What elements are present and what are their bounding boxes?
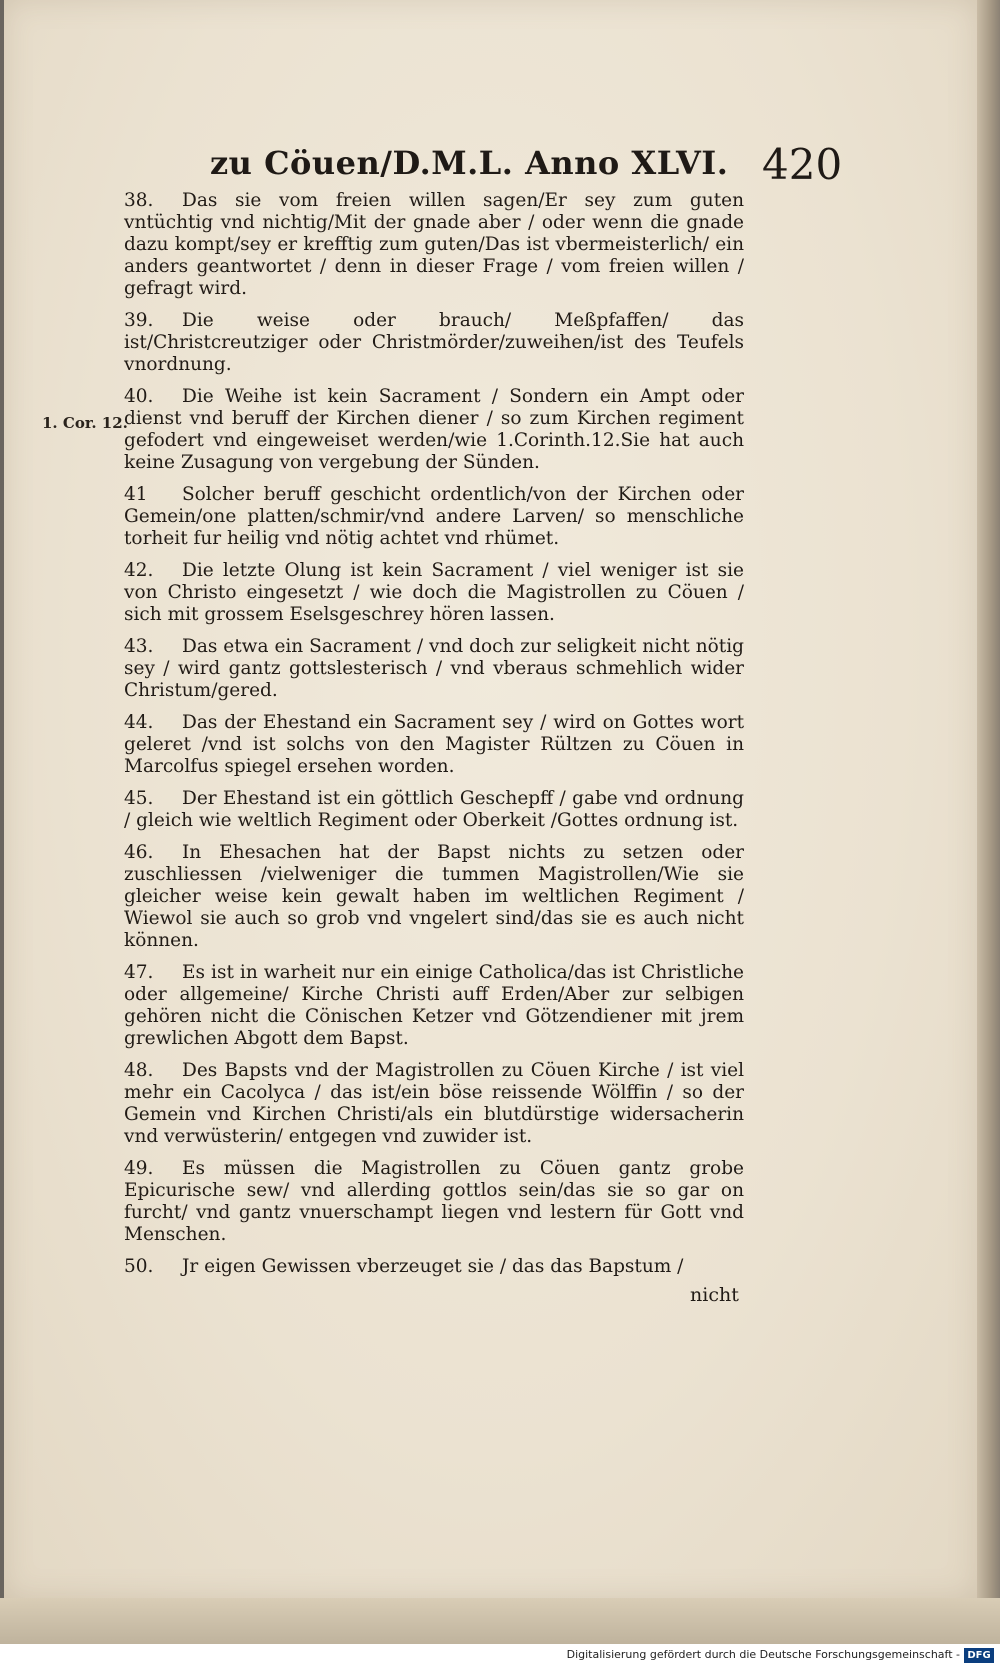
paragraph-text: Es ist in warheit nur ein einige Catholica/das ist Christliche oder allgemeine/ Kirche Christi auff Erden/Aber zur selbigen gehören nicht die Cönischen Ketzer vnd Götzendiener mit jrem grewlichen Abgott dem Bapst. (124, 962, 744, 1049)
paragraph-text: Das der Ehestand ein Sacrament sey / wird on Gottes wort geleret /vnd ist solchs von den Magister Rültzen zu Cöuen in Marcolfus spiegel ersehen worden. (124, 712, 744, 777)
margin-note: 1. Cor. 12. (42, 414, 128, 432)
footer-credit: Digitalisierung gefördert durch die Deutsche Forschungsgemeinschaft - (566, 1648, 960, 1661)
paragraph-number: 48. (124, 1060, 154, 1081)
numbered-paragraph (124, 788, 744, 832)
paragraph-number: 43. (124, 636, 154, 657)
numbered-paragraph (124, 386, 744, 474)
numbered-paragraph (124, 190, 744, 300)
folio-number: 420 (762, 140, 843, 189)
paragraph-number: 42. (124, 560, 154, 581)
numbered-paragraph (124, 636, 744, 702)
catchword: nicht (690, 1284, 739, 1306)
numbered-paragraph (124, 310, 744, 376)
paragraph-text: Die Weihe ist kein Sacrament / Sondern ein Ampt oder dienst vnd beruff der Kirchen diener / so zum Kirchen regiment gefodert vnd eingeweiset werden/wie 1.Corinth.12.Sie hat auch keine Zusagung von vergebung der Sünden. (124, 386, 744, 473)
numbered-paragraph (124, 484, 744, 550)
paragraph-number: 44. (124, 712, 154, 733)
paragraph-number: 39. (124, 310, 154, 331)
paragraph-text: Das etwa ein Sacrament / vnd doch zur seligkeit nicht nötig sey / wird gantz gottslesterisch / vnd vberaus schmehlich wider Christum/gered. (124, 636, 744, 701)
paragraph-number: 45. (124, 788, 154, 809)
numbered-paragraph (124, 712, 744, 778)
underlying-pages (0, 1598, 1000, 1644)
numbered-paragraph (124, 560, 744, 626)
paragraph-number: 46. (124, 842, 154, 863)
paragraph-number: 47. (124, 962, 154, 983)
numbered-paragraph (124, 1158, 744, 1246)
text-block (124, 190, 744, 1288)
paragraph-text: Die letzte Olung ist kein Sacrament / viel weniger ist sie von Christo eingesetzt / wie doch die Magistrollen zu Cöuen / sich mit grossem Eselsgeschrey hören lassen. (124, 560, 744, 625)
running-head: zu Cöuen/D.M.L. Anno XLVI. (210, 144, 729, 182)
paragraph-text: In Ehesachen hat der Bapst nichts zu setzen oder zuschliessen /vielweniger die tummen Magistrollen/Wie sie gleicher weise kein gewalt haben im weltlichen Regiment / Wiewol sie auch so grob vnd vngelert sind/das sie es auch nicht können. (124, 842, 744, 951)
paragraph-number: 41 (124, 484, 148, 505)
numbered-paragraph (124, 1060, 744, 1148)
paragraph-number: 49. (124, 1158, 154, 1179)
footer-bar (0, 1644, 1000, 1669)
paragraph-text: Die weise oder brauch/ Meßpfaffen/ das ist/Christcreutziger oder Christmörder/zuweihen/ist des Teufels vnordnung. (124, 310, 744, 375)
paragraph-text: Solcher beruff geschicht ordentlich/von der Kirchen oder Gemein/one platten/schmir/vnd andere Larven/ so menschliche torheit fur heilig vnd nötig achtet vnd rhümet. (124, 484, 744, 549)
paragraph-number: 50. (124, 1256, 154, 1277)
paragraph-number: 38. (124, 190, 154, 211)
numbered-paragraph (124, 842, 744, 952)
paragraph-text: Das sie vom freien willen sagen/Er sey zum guten vntüchtig vnd nichtig/Mit der gnade aber / oder wenn die gnade dazu kompt/sey er krefftig zum guten/Das ist vbermeisterlich/ ein anders geantwortet / denn in dieser Frage / vom freien willen / gefragt wird. (124, 190, 744, 299)
dfg-logo: DFG (964, 1648, 994, 1663)
paragraph-text: Der Ehestand ist ein göttlich Geschepff / gabe vnd ordnung / gleich wie weltlich Regiment oder Oberkeit /Gottes ordnung ist. (124, 788, 744, 831)
numbered-paragraph (124, 1256, 744, 1278)
paragraph-text: Jr eigen Gewissen vberzeuget sie / das das Bapstum / (182, 1256, 684, 1277)
paragraph-number: 40. (124, 386, 154, 407)
paragraph-text: Es müssen die Magistrollen zu Cöuen gantz grobe Epicurische sew/ vnd allerding gottlos sein/das sie so gar on furcht/ vnd gantz vnuerschampt liegen vnd lestern für Gott vnd Menschen. (124, 1158, 744, 1245)
paragraph-text: Des Bapsts vnd der Magistrollen zu Cöuen Kirche / ist viel mehr ein Cacolyca / das ist/ein böse reissende Wölffin / so der Gemein vnd Kirchen Christi/als ein blutdürstige widersacherin vnd verwüsterin/ entgegen vnd zuwider ist. (124, 1060, 744, 1147)
page-edge (977, 0, 1000, 1610)
numbered-paragraph (124, 962, 744, 1050)
